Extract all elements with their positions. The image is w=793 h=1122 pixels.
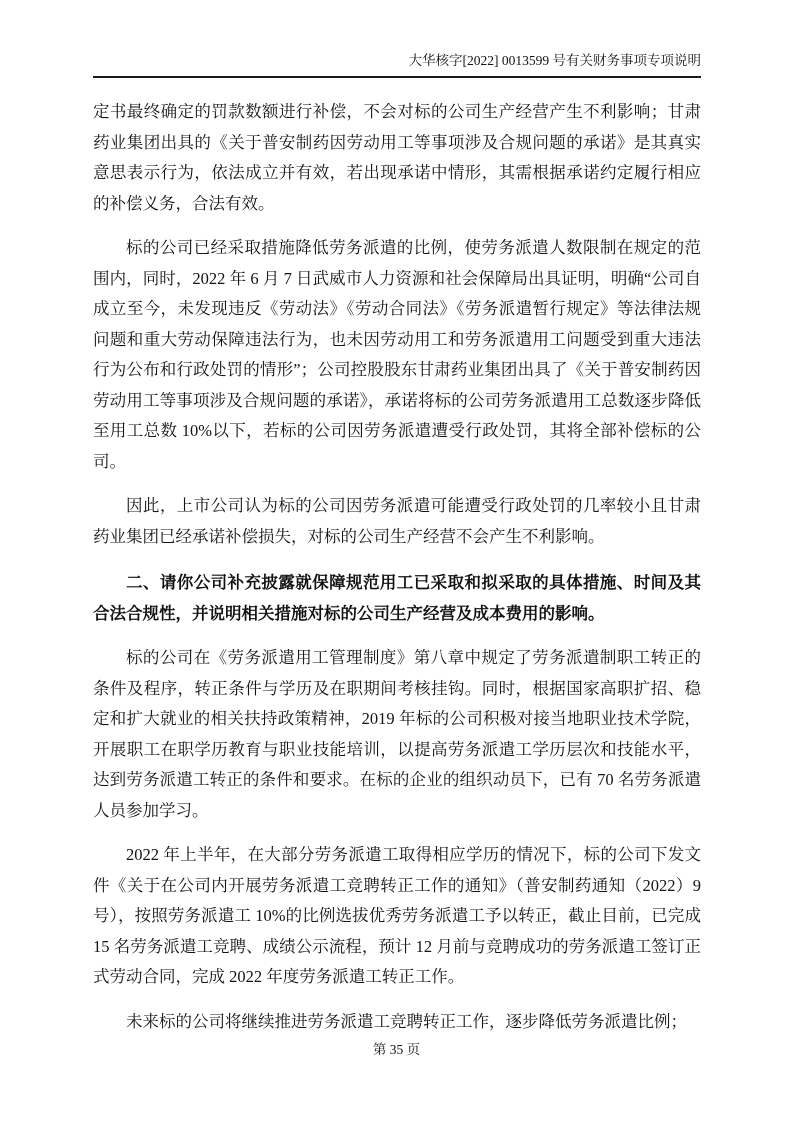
- paragraph-continued: 定书最终确定的罚款数额进行补偿，不会对标的公司生产经营产生不利影响；甘肃药业集团出具的《关于普安制药因劳动用工等事项涉及合规问题的承诺》是其真实意思表示行为，依法成立并有效，若出现承诺中情形，其需根据承诺约定履行相应的补偿义务，合法有效。: [93, 102, 701, 213]
- document-body: [93, 78, 701, 1037]
- paragraph: 未来标的公司将继续推进劳务派遣工竞聘转正工作，逐步降低劳务派遣比例；: [126, 1011, 687, 1031]
- header-document-id: 大华核字[2022] 0013599 号有关财务事项专项说明: [408, 53, 701, 68]
- section-heading: 二、请你公司补充披露就保障规范用工已采取和拟采取的具体措施、时间及其合法合规性，并说明相关措施对标的公司生产经营及成本费用的影响。: [93, 574, 701, 623]
- paragraph: 标的公司已经采取措施降低劳务派遣的比例，使劳务派遣人数限制在规定的范围内，同时，2022 年 6 月 7 日武威市人力资源和社会保障局出具证明，明确“公司自成立至今，未发现违反《劳动法》《劳动合同法》《劳务派遣暂行规定》等法律法规问题和重大劳动保障违法行为，也未因劳动用工和劳务派遣用工问题受到重大违法行为公布和行政处罚的情形”；公司控股股东甘肃药业集团出具了《关于普安制药因劳动用工等事项涉及合规问题的承诺》，承诺将标的公司劳务派遣用工总数逐步降低至用工总数 10%以下，若标的公司因劳务派遣遭受行政处罚，其将全部补偿标的公司。: [93, 238, 701, 471]
- paragraph: 2022 年上半年，在大部分劳务派遣工取得相应学历的情况下，标的公司下发文件《关于在公司内开展劳务派遣工竞聘转正工作的通知》（普安制药通知（2022）9 号），按照劳务派遣工 10%的比例选拔优秀劳务派遣工予以转正，截止目前，已完成 15 名劳务派遣工竞聘、成绩公示流程，预计 12 月前与竞聘成功的劳务派遣工签订正式劳动合同，完成 2022 年度劳务派遣工转正工作。: [93, 845, 701, 986]
- paragraph: 标的公司在《劳务派遣用工管理制度》第八章中规定了劳务派遣制职工转正的条件及程序，转正条件与学历及在职期间考核挂钩。同时，根据国家高职扩招、稳定和扩大就业的相关扶持政策精神，2019 年标的公司积极对接当地职业技术学院，开展职工在职学历教育与职业技能培训，以提高劳务派遣工学历层次和技能水平，达到劳务派遣工转正的条件和要求。在标的企业的组织动员下，已有 70 名劳务派遣人员参加学习。: [93, 648, 701, 820]
- page-header: [93, 52, 701, 78]
- page-number: 第 35 页: [372, 1042, 421, 1057]
- paragraph: 因此，上市公司认为标的公司因劳务派遣可能遭受行政处罚的几率较小且甘肃药业集团已经承诺补偿损失，对标的公司生产经营不会产生不利影响。: [93, 496, 701, 546]
- page-footer: [0, 1038, 793, 1058]
